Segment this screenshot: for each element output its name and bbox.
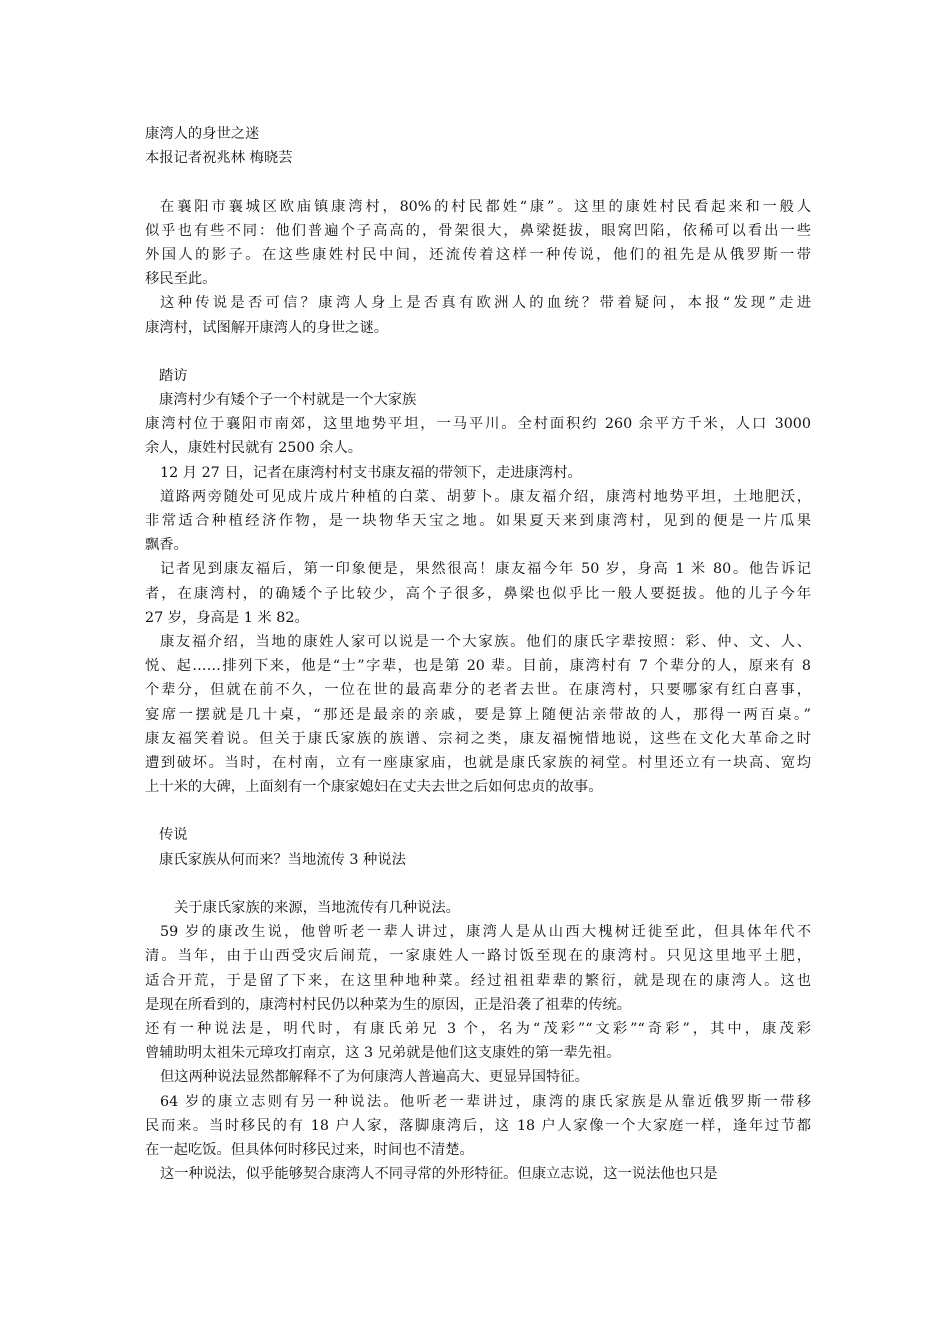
text-line: 似乎也有些不同：他们普遍个子高高的，骨架很大，鼻梁挺拔，眼窝凹陷，依稀可以看出一些 (145, 222, 811, 239)
text-line: 还有一种说法是，明代时，有康氏弟兄 3 个，名为“茂彩”“文彩”“奇彩”，其中，康茂彩 (145, 1020, 811, 1037)
byline: 本报记者祝兆林 梅晓芸 (145, 150, 293, 167)
text-line: 移民至此。 (145, 271, 217, 288)
article-title: 康湾人的身世之迷 (145, 126, 260, 142)
text-line: 64 岁的康立志则有另一种说法。他听老一辈讲过，康湾的康氏家族是从靠近俄罗斯一带移 (160, 1093, 811, 1110)
text-line: 12 月 27 日，记者在康湾村村支书康友福的带领下，走进康湾村。 (160, 464, 582, 481)
text-line: 遭到破坏。当时，在村南，立有一座康家庙，也就是康氏家族的祠堂。村里还立有一块高、宽均 (145, 754, 811, 771)
text-line: 但这两种说法显然都解释不了为何康湾人普遍高大、更显异国特征。 (160, 1069, 589, 1086)
paragraph (145, 461, 811, 485)
section-body-legend (145, 896, 811, 1186)
text-line: 这一种说法，似乎能够契合康湾人不同寻常的外形特征。但康立志说，这一说法他也只是 (160, 1166, 718, 1183)
spacer (145, 799, 811, 823)
text-line: 康友福笑着说。但关于康氏家族的族谱、宗祠之类，康友福惋惜地说，这些在文化大革命之时 (145, 730, 811, 747)
text-line: 上十米的大碑，上面刻有一个康家媳妇在丈夫去世之后如何忠贞的故事。 (145, 779, 603, 796)
section-body-visit (145, 412, 811, 799)
section-heading-visit: 踏访 (159, 367, 188, 384)
paragraph (145, 412, 811, 460)
text-line: 悦、起……排列下来，他是“士”字辈，也是第 20 辈。目前，康湾村有 7 个辈分的人，原来有 8 (145, 658, 811, 675)
text-line: 曾辅助明太祖朱元璋攻打南京，这 3 兄弟就是他们这支康姓的第一辈先祖。 (145, 1045, 621, 1062)
text-line: 个辈分，但就在前不久，一位在世的最高辈分的老者去世。在康湾村，只要哪家有红白喜事， (145, 682, 811, 699)
text-line: 外国人的影子。在这些康姓村民中间，还流传着这样一种传说，他们的祖先是从俄罗斯一带 (145, 246, 811, 263)
paragraph (145, 630, 811, 799)
text-line: 宴席一摆就是几十桌，“那还是最亲的亲戚，要是算上随便沾亲带故的人，那得一两百桌。” (145, 706, 811, 723)
paragraph (145, 920, 811, 1017)
paragraph (145, 1090, 811, 1163)
document-page (145, 122, 811, 1186)
paragraph (145, 1162, 811, 1186)
spacer (145, 872, 811, 896)
section-subheading-legend: 康氏家族从何而来？当地流传 3 种说法 (159, 851, 406, 868)
paragraph (145, 485, 811, 558)
text-line: 飘香。 (145, 537, 188, 554)
paragraph (145, 1065, 811, 1089)
text-line: 康友福介绍，当地的康姓人家可以说是一个大家族。他们的康氏字辈按照：彩、仲、文、人、 (160, 633, 811, 650)
text-line: 康湾村，试图解开康湾人的身世之谜。 (145, 319, 389, 336)
section-heading-legend: 传说 (159, 827, 188, 844)
intro (145, 195, 811, 340)
text-line: 非常适合种植经济作物，是一块物华天宝之地。如果夏天来到康湾村，见到的便是一片瓜果 (145, 513, 811, 529)
paragraph (145, 557, 811, 630)
text-line: 民而来。当时移民的有 18 户人家，落脚康湾后，这 18 户人家像一个大家庭一样，逢年过节都 (145, 1117, 811, 1134)
text-line: 关于康氏家族的来源，当地流传有几种说法。 (174, 900, 460, 916)
text-line: 康湾村位于襄阳市南郊，这里地势平坦，一马平川。全村面积约 260 余平方千米，人口 3000 (145, 416, 811, 433)
paragraph (145, 896, 811, 920)
text-line: 道路两旁随处可见成片成片种植的白菜、胡萝卜。康友福介绍，康湾村地势平坦，土地肥沃， (160, 488, 811, 505)
paragraph (145, 195, 811, 292)
text-line: 这种传说是否可信？康湾人身上是否真有欧洲人的血统？带着疑问，本报“发现”走进 (160, 295, 811, 312)
spacer (145, 340, 811, 364)
paragraph (145, 1017, 811, 1065)
text-line: 适合开荒，于是留了下来，在这里种地种菜。经过祖祖辈辈的繁衍，就是现在的康湾人。这也 (145, 972, 811, 989)
spacer (145, 170, 811, 194)
paragraph (145, 291, 811, 339)
text-line: 27 岁，身高是 1 米 82。 (145, 609, 309, 626)
text-line: 者，在康湾村，的确矮个子比较少，高个子很多，鼻梁也似乎比一般人要挺拔。他的儿子今年 (145, 585, 811, 602)
section-subheading-visit: 康湾村少有矮个子一个村就是一个大家族 (159, 392, 417, 409)
text-line: 记者见到康友福后，第一印象便是，果然很高！康友福今年 50 岁，身高 1 米 80。他告诉记 (160, 561, 811, 578)
text-line: 是现在所看到的，康湾村村民仍以种菜为生的原因，正是沿袭了祖辈的传统。 (145, 996, 632, 1013)
text-line: 在一起吃饭。但具体何时移民过来，时间也不清楚。 (145, 1141, 474, 1158)
text-line: 在襄阳市襄城区欧庙镇康湾村，80%的村民都姓“康”。这里的康姓村民看起来和一般人 (160, 198, 811, 215)
text-line: 余人，康姓村民就有 2500 余人。 (145, 440, 363, 457)
text-line: 清。当年，由于山西受灾后闹荒，一家康姓人一路讨饭至现在的康湾村。只见这里地平土肥， (145, 948, 811, 965)
text-line: 59 岁的康改生说，他曾听老一辈人讲过，康湾人是从山西大槐树迁徙至此，但具体年代不 (160, 924, 811, 941)
